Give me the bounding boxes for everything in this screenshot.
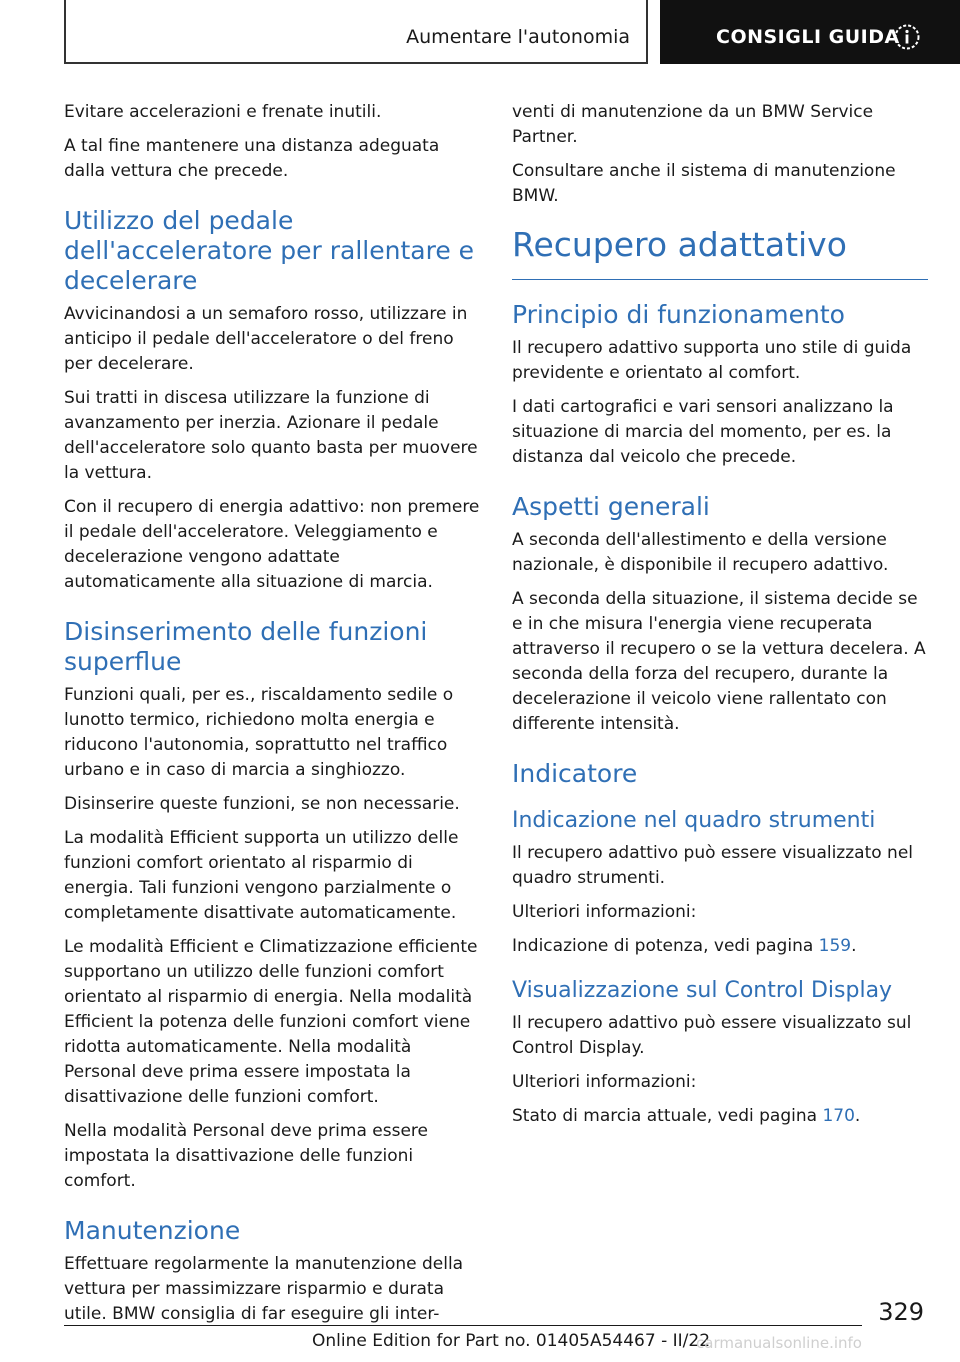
- paragraph: Disinserire queste funzioni, se non necessarie.: [64, 794, 460, 814]
- right-column: [512, 100, 928, 1138]
- heading-principio-funzionamento: Principio di funzionamento: [512, 300, 845, 329]
- heading-indicatore: Indicatore: [512, 759, 638, 788]
- paragraph: Effettuare regolarmente la manutenzione della vettura per massimizzare risparmio e durata utile. BMW consiglia di far eseguire gli inter-: [64, 1254, 464, 1324]
- chapter-title: Aumentare l'autonomia: [406, 26, 630, 48]
- paragraph-with-link: [512, 1104, 928, 1129]
- paragraph: Il recupero adattivo supporta uno stile di guida previdente e orientato al comfort.: [512, 338, 912, 383]
- paragraph: Consultare anche il sistema di manutenzione BMW.: [512, 161, 896, 206]
- paragraph: La modalità Efficient supporta un utilizzo delle funzioni comfort orientato al risparmio di energia. Tali funzioni vengono parzialmente o completamente disattivate automaticamente.: [64, 828, 459, 923]
- punctuation: .: [854, 1106, 861, 1126]
- section-title: CONSIGLI GUIDA: [716, 26, 900, 48]
- paragraph-with-link: [512, 934, 928, 959]
- punctuation: .: [851, 936, 857, 956]
- paragraph: Il recupero adattivo può essere visualizzato nel quadro strumenti.: [512, 843, 914, 888]
- link-label: Stato di marcia attuale, vedi pagina: [512, 1106, 818, 1126]
- paragraph: Ulteriori informazioni:: [512, 902, 697, 922]
- paragraph: A seconda dell'allestimento e della versione nazionale, è disponibile il recupero adattivo.: [512, 530, 889, 575]
- paragraph: Avvicinandosi a un semaforo rosso, utilizzare in anticipo il pedale dell'acceleratore o del freno per decelerare.: [64, 304, 468, 374]
- heading-aspetti-generali: Aspetti generali: [512, 492, 710, 521]
- heading-pedale-acceleratore: Utilizzo del pedale dell'acceleratore per rallentare e decelerare: [64, 206, 475, 295]
- header-section-tab: [660, 0, 960, 64]
- page-number: 329: [878, 1298, 924, 1326]
- left-column: [64, 100, 480, 1336]
- paragraph: Sui tratti in discesa utilizzare la funzione di avanzamento per inerzia. Azionare il pedale dell'acceleratore solo quanto basta per muovere la vettura.: [64, 388, 478, 483]
- paragraph: Le modalità Efficient e Climatizzazione efficiente supportano un utilizzo delle funzioni comfort orientato al risparmio di energia. Nella modalità Efficient la potenza delle funzioni comfort viene ridotta automaticamente. Nella modalità Personal deve prima essere impostata la disattivazione delle funzioni comfort.: [64, 937, 478, 1107]
- page-link-170[interactable]: 170: [822, 1106, 855, 1126]
- paragraph: Il recupero adattivo può essere visualizzato sul Control Display.: [512, 1013, 912, 1058]
- heading-disinserimento-funzioni: Disinserimento delle funzioni superflue: [64, 617, 428, 676]
- paragraph: A seconda della situazione, il sistema decide se e in che misura l'energia viene recuperata attraverso il recupero o se la vettura decelera. A seconda della forza del recupero, durante la decelerazione il veicolo viene rallentato con differente intensità.: [512, 589, 926, 734]
- paragraph: Con il recupero di energia adattivo: non premere il pedale dell'acceleratore. Veleggiamento e decelerazione vengono adattate automaticamente alla situazione di marcia.: [64, 497, 480, 592]
- paragraph: Nella modalità Personal deve prima essere impostata la disattivazione delle funzioni comfort.: [64, 1121, 428, 1191]
- heading-control-display: Visualizzazione sul Control Display: [512, 978, 893, 1003]
- edition-text: Online Edition for Part no. 01405A54467 - II/22: [312, 1331, 711, 1351]
- paragraph: I dati cartografici e vari sensori analizzano la situazione di marcia del momento, per es. la distanza dal veicolo che precede.: [512, 397, 894, 467]
- watermark-text: carmanualsonline.info: [696, 1334, 862, 1352]
- heading-manutenzione: Manutenzione: [64, 1216, 241, 1245]
- paragraph: venti di manutenzione da un BMW Service Partner.: [512, 102, 874, 147]
- paragraph: A tal fine mantenere una distanza adeguata dalla vettura che precede.: [64, 136, 440, 181]
- page-link-159[interactable]: 159: [818, 936, 852, 956]
- paragraph: Evitare accelerazioni e frenate inutili.: [64, 102, 382, 122]
- paragraph: Funzioni quali, per es., riscaldamento sedile o lunotto termico, richiedono molta energia e riducono l'autonomia, soprattutto nel traffico urbano e in caso di marcia a singhiozzo.: [64, 685, 454, 780]
- header-chapter-box: [64, 0, 648, 64]
- heading-recupero-adattativo: Recupero adattativo: [512, 225, 928, 280]
- footer-divider: [64, 1325, 862, 1326]
- paragraph: Ulteriori informazioni:: [512, 1072, 697, 1092]
- info-icon: [894, 24, 920, 50]
- link-label: Indicazione di potenza, vedi pagina: [512, 936, 814, 956]
- heading-quadro-strumenti: Indicazione nel quadro strumenti: [512, 808, 876, 833]
